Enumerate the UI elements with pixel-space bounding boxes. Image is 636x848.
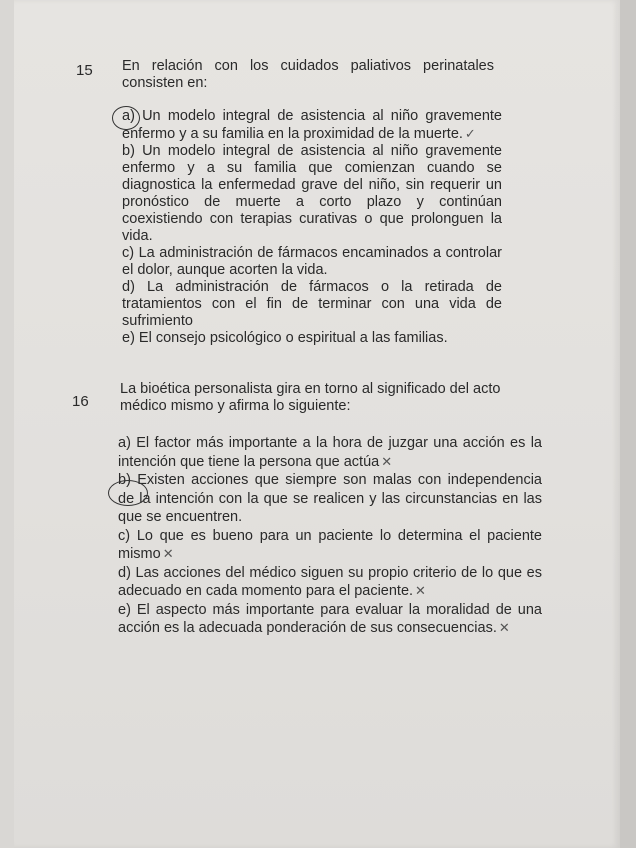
page-edge: [620, 0, 636, 848]
cross-mark-icon: ✕: [498, 620, 510, 635]
question-stem: La bioética personalista gira en torno al significado del acto médico mismo y afirma lo siguiente:: [120, 381, 501, 414]
options-list: [122, 108, 502, 347]
option-d: [118, 564, 542, 601]
option-c: [122, 245, 502, 279]
question-number: 16: [72, 393, 89, 410]
option-c: [118, 527, 542, 564]
option-e: [122, 330, 502, 347]
check-mark-icon: ✓: [464, 126, 476, 141]
cross-mark-icon: ✕: [381, 453, 393, 469]
answer-circle-icon: [112, 106, 140, 130]
option-b: [118, 471, 542, 527]
option-text: c) La administración de fármacos encaminados a controlar el dolor, aunque acorten la vida.: [122, 245, 502, 278]
option-text: d) La administración de fármacos o la retirada de tratamientos con el fin de terminar con una vida de sufrimiento: [122, 279, 502, 329]
option-text: b) Un modelo integral de asistencia al niño gravemente enfermo y a su familia que comienzan cuando se diagnostica la enfermedad grave del niño, sin requerir un pronóstico de muerte a corto plazo y continúan coexistiendo con terapias curativas o que prolonguen la vida.: [122, 143, 502, 244]
option-text: a) El factor más importante a la hora de juzgar una acción es la intención que tiene la persona que actúa: [118, 435, 542, 470]
cross-mark-icon: ✕: [162, 546, 174, 561]
cross-mark-icon: ✕: [415, 583, 426, 598]
option-b: [122, 143, 502, 245]
options-list: [118, 434, 542, 638]
question-number: 15: [76, 62, 93, 79]
question-stem: En relación con los cuidados paliativos perinatales consisten en:: [122, 58, 494, 91]
option-d: [122, 279, 502, 330]
option-text: d) Las acciones del médico siguen su propio criterio de lo que es adecuado en cada momento para el paciente.: [118, 564, 542, 599]
option-text: e) El aspecto más importante para evaluar la moralidad de una acción es la adecuada ponderación de sus consecuencias.: [118, 601, 542, 636]
option-a: [122, 108, 502, 143]
option-a: [118, 434, 542, 471]
option-e: [118, 601, 542, 638]
answer-circle-icon: [108, 480, 148, 506]
option-text: b) Existen acciones que siempre son malas con independencia de la intención con la que se realicen y las circunstancias en las que se encuentren.: [118, 472, 542, 525]
option-text: a) Un modelo integral de asistencia al niño gravemente enfermo y a su familia en la proximidad de la muerte.: [122, 108, 502, 142]
option-text: c) Lo que es bueno para un paciente lo determina el paciente mismo: [118, 527, 542, 562]
option-text: e) El consejo psicológico o espiritual a las familias.: [122, 330, 448, 346]
